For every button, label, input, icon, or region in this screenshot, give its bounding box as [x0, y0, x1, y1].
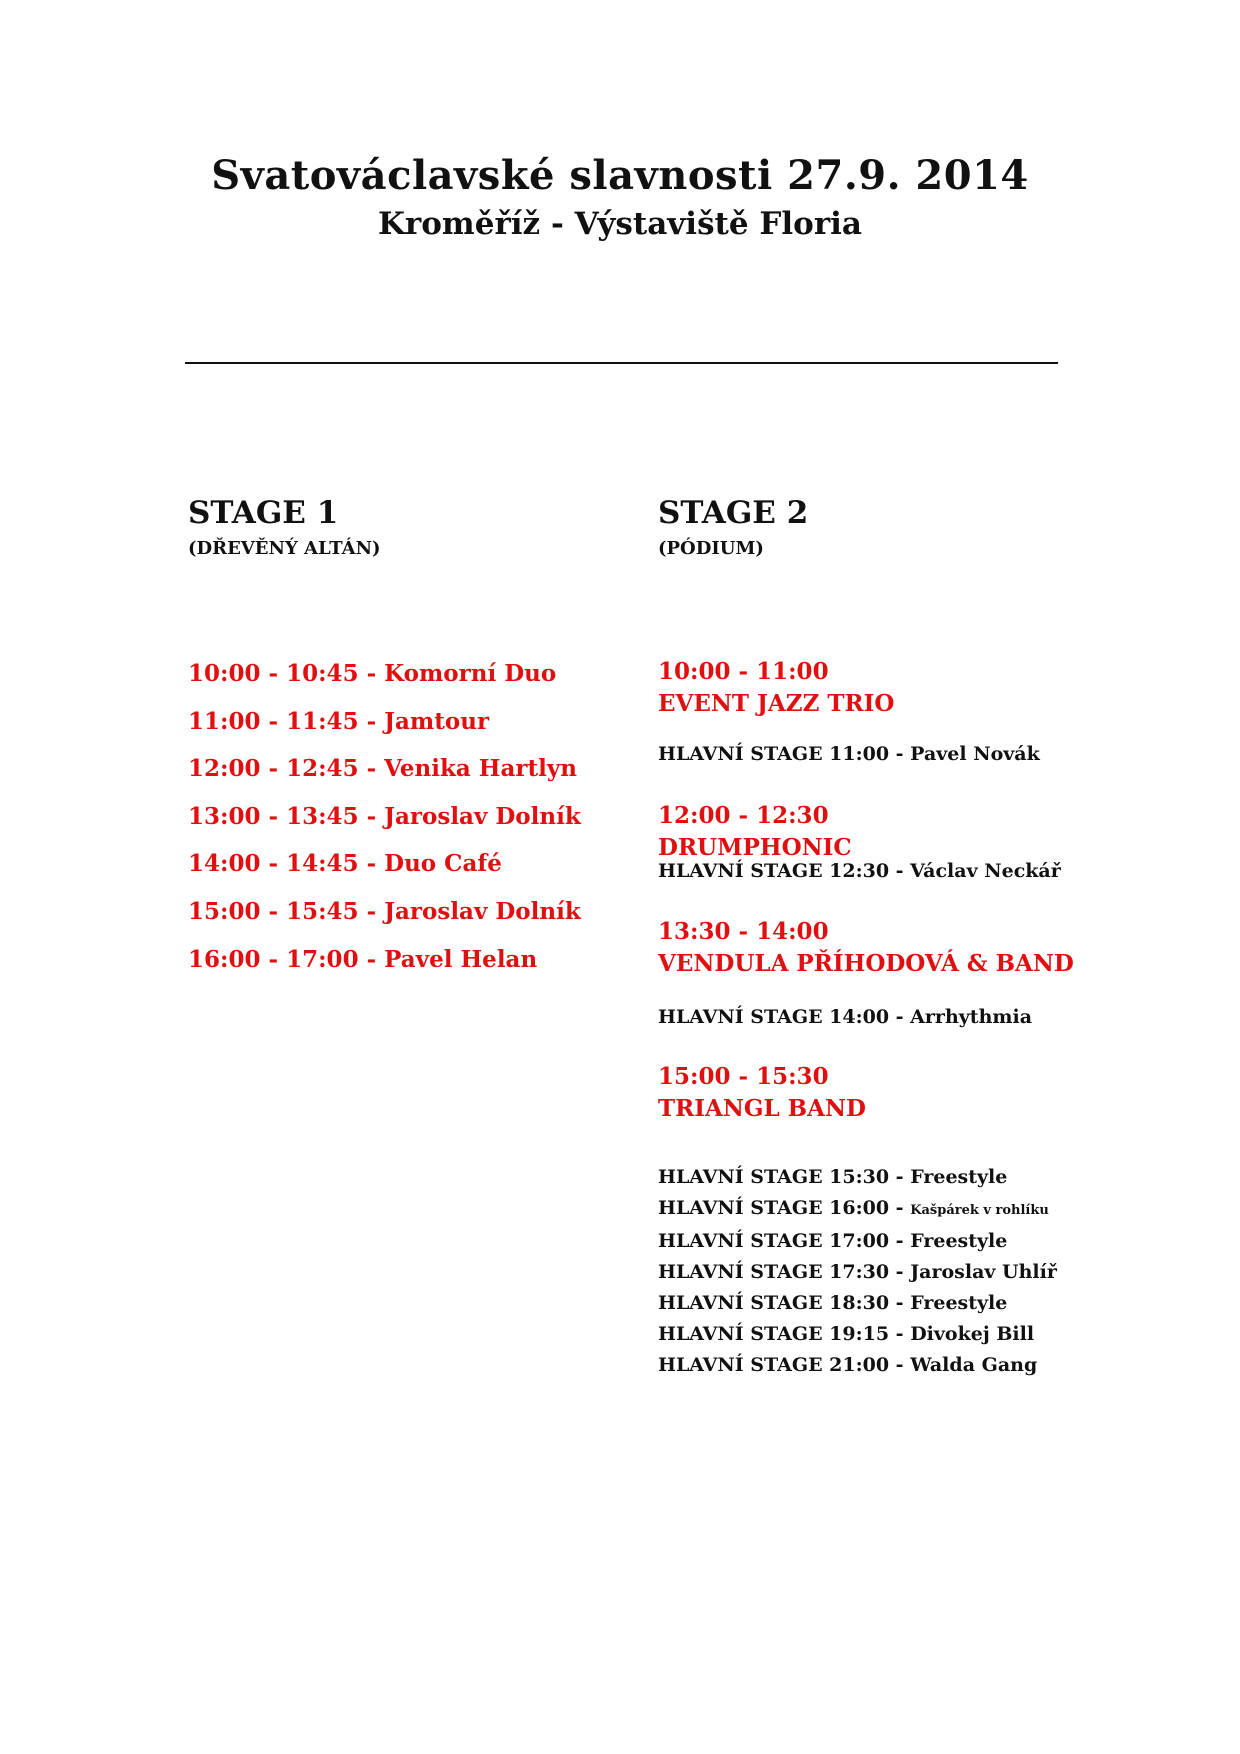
venue-subtitle: Kroměříž - Výstaviště Floria: [377, 206, 863, 242]
main-stage-entry: [658, 1226, 1057, 1257]
main-stage-entry: [658, 1257, 1057, 1288]
main-stage-list: [658, 1162, 1057, 1381]
stage2-slot-3: [658, 916, 1074, 980]
slot-time: 13:30 - 14:00: [658, 918, 829, 945]
entry-time: HLAVNÍ STAGE 17:00 -: [658, 1230, 911, 1252]
list-item: 14:00 - 14:45 - Duo Café: [188, 850, 502, 878]
list-item: 11:00 - 11:45 - Jamtour: [188, 707, 490, 735]
entry-time: HLAVNÍ STAGE 19:15 -: [658, 1323, 911, 1345]
entry-act: Freestyle: [910, 1230, 1008, 1252]
main-stage-entry: HLAVNÍ STAGE 14:00 - Arrhythmia: [658, 1006, 1033, 1028]
entry-act: Walda Gang: [910, 1354, 1038, 1376]
main-stage-entry: [658, 1193, 1057, 1226]
stage2-column: [658, 495, 1078, 1376]
divider-line: [185, 362, 1058, 364]
stage1-title: STAGE 1: [188, 495, 339, 531]
stage2-slot-1: [658, 656, 894, 720]
main-stage-entry: [658, 1319, 1057, 1350]
list-item: 16:00 - 17:00 - Pavel Helan: [188, 945, 538, 973]
entry-act: Divokej Bill: [910, 1323, 1035, 1345]
stage2-slot-4: [658, 1061, 866, 1125]
slot-act: TRIANGL BAND: [658, 1095, 866, 1122]
entry-time: HLAVNÍ STAGE 18:30 -: [658, 1292, 911, 1314]
main-stage-entry: [658, 1288, 1057, 1319]
main-stage-entry: HLAVNÍ STAGE 11:00 - Pavel Novák: [658, 743, 1040, 765]
entry-act: Jaroslav Uhlíř: [910, 1261, 1057, 1283]
page-title: Svatováclavské slavnosti 27.9. 2014: [211, 152, 1029, 199]
stage1-column: [188, 495, 628, 973]
slot-act: VENDULA PŘÍHODOVÁ & BAND: [658, 950, 1074, 977]
entry-act: Freestyle: [910, 1292, 1008, 1314]
slot-time: 12:00 - 12:30: [658, 802, 829, 829]
list-item: 10:00 - 10:45 - Komorní Duo: [188, 660, 557, 687]
stage1-subtitle: (DŘEVĚNÝ ALTÁN): [188, 538, 381, 560]
entry-time: HLAVNÍ STAGE 16:00 -: [658, 1197, 911, 1219]
stage1-schedule: [188, 659, 581, 992]
entry-act: Kašpárek v rohlíku: [910, 1203, 1049, 1218]
list-item: 13:00 - 13:45 - Jaroslav Dolník: [188, 802, 581, 830]
main-stage-entry: [658, 1162, 1057, 1193]
entry-act: Freestyle: [910, 1166, 1008, 1188]
entry-time: HLAVNÍ STAGE 15:30 -: [658, 1166, 911, 1188]
main-stage-entry: [658, 1350, 1057, 1381]
slot-time: 15:00 - 15:30: [658, 1063, 829, 1090]
entry-time: HLAVNÍ STAGE 21:00 -: [658, 1354, 911, 1376]
slot-act: DRUMPHONIC: [658, 834, 852, 861]
list-item: 12:00 - 12:45 - Venika Hartlyn: [188, 755, 578, 783]
slot-act: EVENT JAZZ TRIO: [658, 690, 895, 717]
stage2-title: STAGE 2: [658, 495, 809, 531]
list-item: 15:00 - 15:45 - Jaroslav Dolník: [188, 897, 581, 925]
stage2-subtitle: (PÓDIUM): [658, 538, 764, 560]
main-stage-entry: HLAVNÍ STAGE 12:30 - Václav Neckář: [658, 860, 1061, 882]
slot-time: 10:00 - 11:00: [658, 658, 829, 685]
stage2-slot-2: [658, 800, 852, 864]
entry-time: HLAVNÍ STAGE 17:30 -: [658, 1261, 911, 1283]
